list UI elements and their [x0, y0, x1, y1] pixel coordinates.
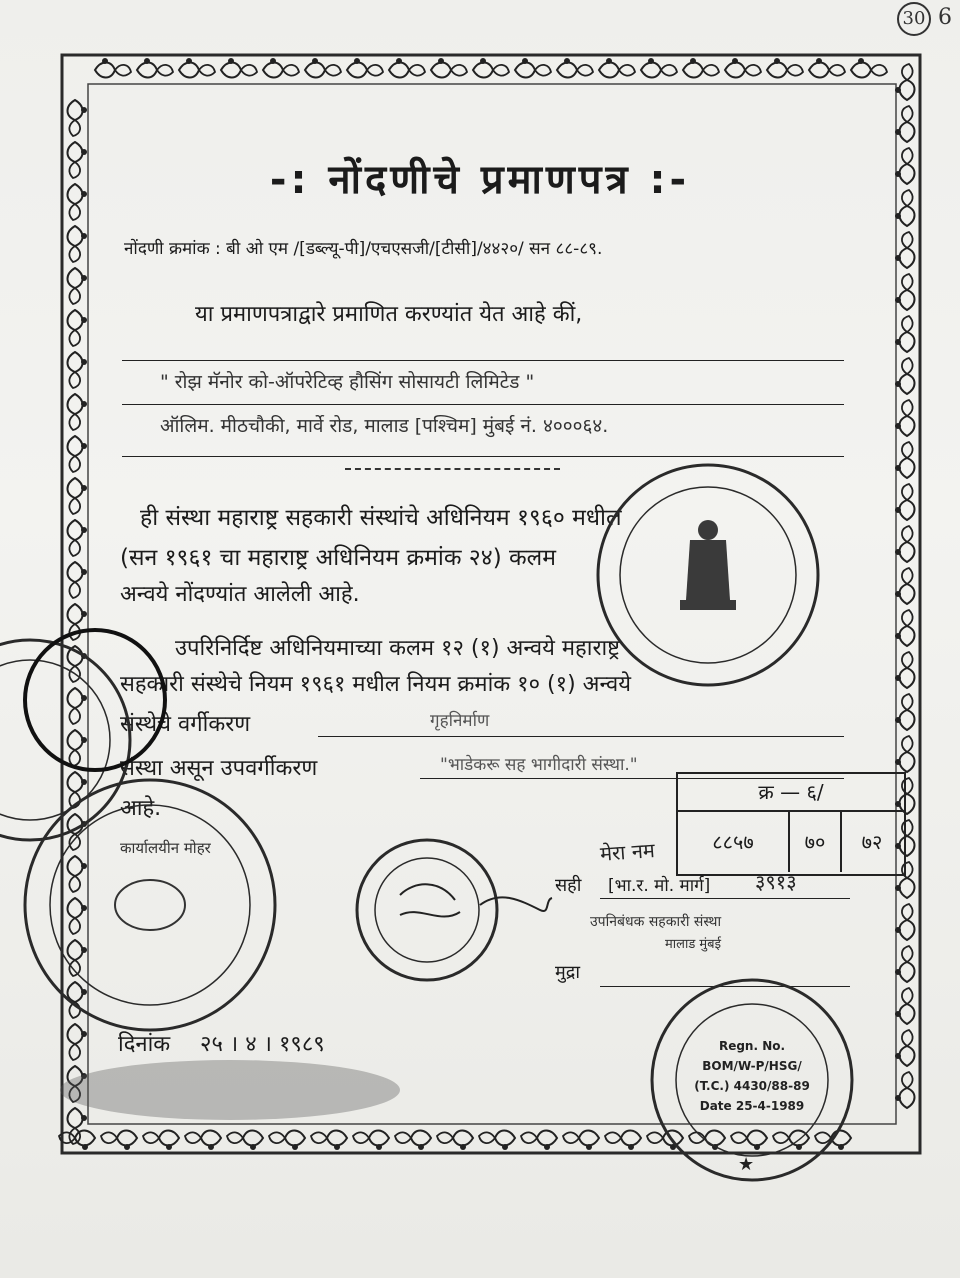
- stamp-box-header: क्र — ६/: [678, 774, 904, 812]
- left-registrar-seal: [0, 630, 165, 840]
- registrar-office: मालाड मुंबई: [665, 937, 721, 952]
- signature-label: सही: [555, 875, 582, 896]
- society-address: ऑलिम. मीठचौकी, मार्वे रोड, मालाड [पश्चिम] मुंबई नं. ४०००६४.: [160, 415, 609, 437]
- sub-classification-value: "भाडेकरू सह भागीदारी संस्था.": [440, 755, 638, 775]
- seal-label: मुद्रा: [555, 962, 580, 983]
- stamp-box-cell-1: ८८५७: [678, 812, 790, 872]
- office-place: कार्यालयीन मोहर: [120, 839, 211, 857]
- body-line-1: ही संस्था महाराष्ट्र सहकारी संस्थांचे अधिनियम १९६० मधील: [140, 505, 622, 531]
- classification-label: संस्थेचे वर्गीकरण: [120, 712, 251, 737]
- intro-text: या प्रमाणपत्राद्वारे प्रमाणित करण्यांत येत आहे कीं,: [195, 302, 583, 327]
- sub-classification-label: संस्था असून उपवर्गीकरण: [120, 756, 318, 781]
- society-seal: [652, 980, 852, 1180]
- ink-smudge: [60, 1060, 400, 1120]
- handwritten-signature: मेरा नम: [599, 838, 656, 866]
- svg-text:Date 25-4-1989: Date 25-4-1989: [699, 1099, 805, 1113]
- svg-text:★: ★: [738, 1154, 755, 1175]
- registrar-name: [भा.र. मो. मार्ग]: [608, 876, 711, 896]
- body-line-4: उपरिनिर्दिष्ट अधिनियमाच्या कलम १२ (१) अन्वये महाराष्ट्र: [175, 636, 620, 661]
- pen-scribble: [480, 897, 552, 911]
- registration-number: नोंदणी क्रमांक : बी ओ एम /[डब्ल्यू-पी]/एचएसजी/[टीसी]/४४२०/ सन ८८-८९.: [124, 239, 603, 259]
- svg-text:BOM/W-P/HSG/: BOM/W-P/HSG/: [702, 1059, 802, 1073]
- handwritten-number: ३९१३: [755, 870, 797, 894]
- society-name: " रोझ मॅनोर को-ऑपरेटिव्ह हौसिंग सोसायटी लिमिटेड ": [160, 371, 535, 393]
- deputy-registrar-seal: [25, 780, 275, 1030]
- date-value: २५ । ४ । १९८९: [200, 1032, 325, 1057]
- federation-seal: [357, 840, 497, 980]
- svg-text:(T.C.) 4430/88-89: (T.C.) 4430/88-89: [694, 1079, 810, 1093]
- registrar-title: उपनिबंधक सहकारी संस्था: [590, 914, 722, 930]
- closing-text: आहे.: [120, 796, 162, 821]
- certificate-title: -: नोंदणीचे प्रमाणपत्र :-: [269, 157, 691, 203]
- sub-registrar-seal: [598, 465, 818, 685]
- date-label: दिनांक: [118, 1032, 171, 1057]
- body-line-2: (सन १९६१ चा महाराष्ट्र अधिनियम क्रमांक २४) कलम: [120, 545, 557, 571]
- stamp-box-cell-3: ७२: [861, 830, 883, 854]
- svg-text:Regn. No.: Regn. No.: [718, 1039, 786, 1053]
- page-number-suffix: 6: [938, 5, 952, 30]
- body-line-3: अन्वये नोंदण्यांत आलेली आहे.: [120, 582, 360, 607]
- classification-value: गृहनिर्माण: [430, 711, 490, 731]
- page-number-circle: 30: [897, 2, 931, 36]
- body-line-5: सहकारी संस्थेचे नियम १९६१ मधील नियम क्रमांक १० (१) अन्वये: [120, 672, 632, 697]
- stamp-box-cell-2: ७०: [790, 812, 842, 872]
